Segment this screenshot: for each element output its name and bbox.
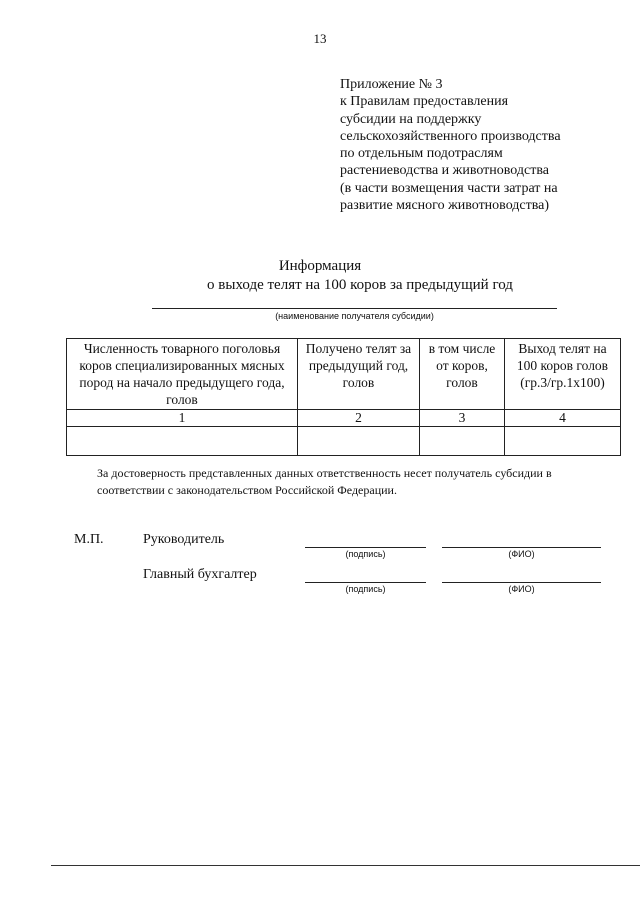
column-number: 3 — [420, 410, 505, 427]
document-subtitle: о выходе телят на 100 коров за предыдущий год — [207, 277, 513, 293]
appendix-line: растениеводства и животноводства — [340, 163, 549, 179]
recipient-caption: (наименование получателя субсидии) — [275, 311, 434, 321]
appendix-line: развитие мясного животноводства) — [340, 198, 550, 214]
appendix-line: к Правилам предоставления — [340, 94, 509, 110]
signature-caption: (подпись) — [345, 584, 386, 594]
table-header-cell: Выход телят на 100 коров голов (гр.3/гр.1х100) — [505, 339, 621, 410]
table-cell — [67, 427, 298, 456]
appendix-line: (в части возмещения части затрат на — [340, 180, 558, 196]
name-caption: (ФИО) — [508, 549, 535, 559]
name-line — [442, 547, 601, 548]
table-cell — [505, 427, 621, 456]
signature-line — [305, 547, 426, 548]
calves-yield-table — [66, 338, 621, 456]
name-line — [442, 582, 601, 583]
scan-edge-line — [51, 865, 640, 866]
name-caption: (ФИО) — [508, 584, 535, 594]
recipient-name-line — [152, 308, 557, 309]
column-number: 2 — [298, 410, 420, 427]
table-column-number-row — [67, 410, 621, 427]
table-data-row — [67, 427, 621, 456]
signature-line — [305, 582, 426, 583]
appendix-block — [340, 76, 561, 214]
responsibility-note: За достоверность представленных данных ответственность несет получатель субсидии в соответствии с законодательством Российской Федерации. — [97, 466, 552, 497]
table-header-row — [67, 339, 621, 410]
signature-caption: (подпись) — [345, 549, 386, 559]
page-number: 13 — [313, 31, 327, 46]
column-number: 1 — [67, 410, 298, 427]
document-title: Информация — [278, 258, 362, 274]
table-header-cell: Численность товарного поголовья коров специализированных мясных пород на начало предыдущего года, голов — [67, 339, 298, 410]
table-header-cell: Получено телят за предыдущий год, голов — [298, 339, 420, 410]
appendix-line: по отдельным подотраслям — [340, 146, 503, 162]
column-number: 4 — [505, 410, 621, 427]
signatory-role-chief-accountant: Главный бухгалтер — [143, 567, 257, 582]
table-cell — [420, 427, 505, 456]
appendix-line: сельскохозяйственного производства — [340, 128, 561, 144]
appendix-line: Приложение № 3 — [340, 77, 443, 92]
appendix-line: субсидии на поддержку — [340, 111, 482, 127]
signatory-role-director: Руководитель — [143, 532, 225, 547]
stamp-label: М.П. — [74, 532, 104, 547]
table-cell — [298, 427, 420, 456]
table-header-cell: в том числе от коров, голов — [420, 339, 505, 410]
